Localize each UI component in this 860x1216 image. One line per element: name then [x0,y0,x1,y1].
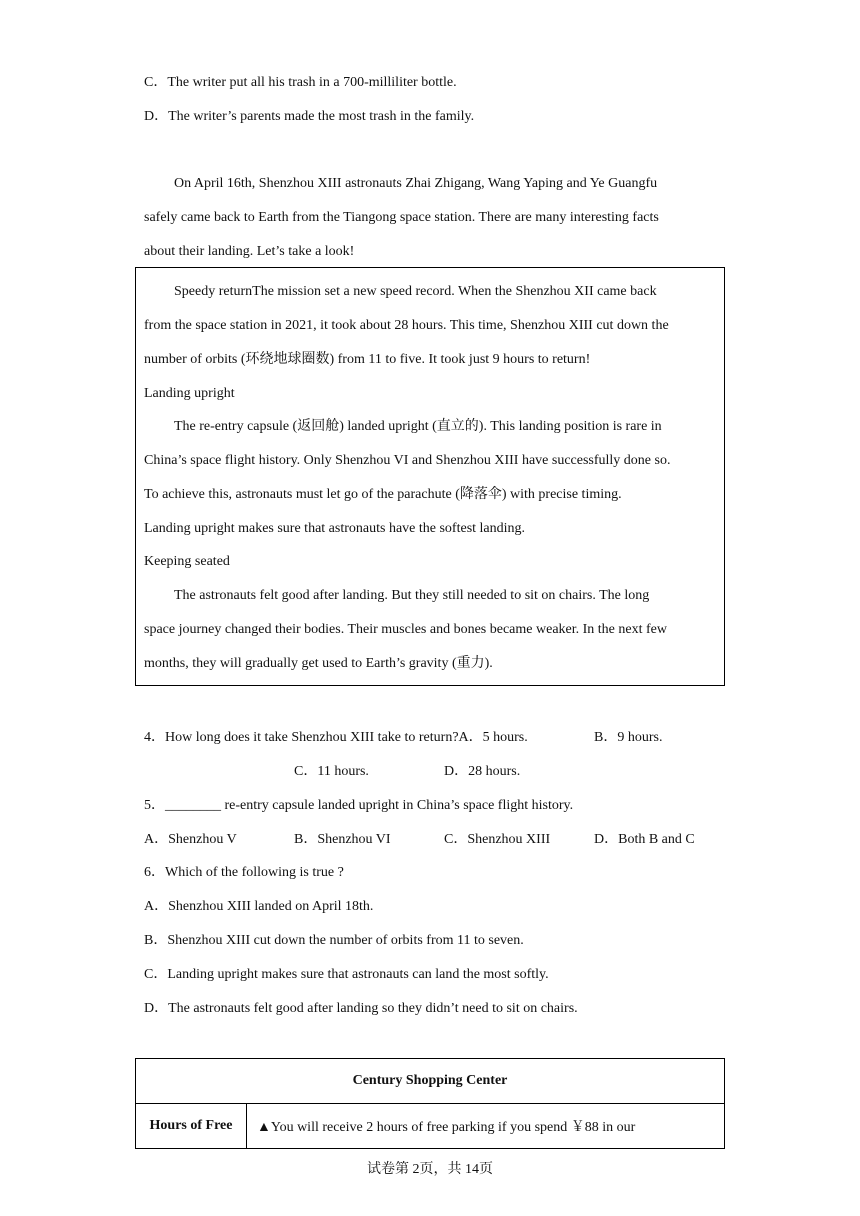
section-heading-keeping-seated: Keeping seated [144,554,230,569]
landing-upright-line: Landing upright makes sure that astronauts have the softest landing. [144,521,526,536]
speedy-return-line: number of orbits (环绕地球圈数) from 11 to five. It took just 9 hours to return! [144,352,591,367]
keeping-seated-line: The astronauts felt good after landing. But they still needed to sit on chairs. The long [174,588,650,603]
keeping-seated-line: months, they will gradually get used to Earth’s gravity (重力). [144,656,493,671]
question-5-option-a: A．Shenzhou V [144,832,237,847]
question-4-option-d: D．28 hours. [444,764,521,779]
page-footer: 试卷第 2页，共 14页 [367,1162,493,1177]
table-title: Century Shopping Center [136,1059,725,1104]
question-5-option-d: D．Both B and C [594,832,695,847]
intro-line: about their landing. Let’s take a look! [144,244,355,259]
prev-option-d: D．The writer’s parents made the most trash in the family. [144,109,475,124]
section-heading-landing-upright: Landing upright [144,386,235,401]
keeping-seated-line: space journey changed their bodies. Their muscles and bones became weaker. In the next few [144,622,667,637]
landing-upright-line: China’s space flight history. Only Shenzhou VI and Shenzhou XIII have successfully done so. [144,453,671,468]
question-5-option-c: C．Shenzhou XIII [444,832,551,847]
question-5-stem: 5．________ re-entry capsule landed upright in China’s space flight history. [144,798,574,813]
landing-upright-line: To achieve this, astronauts must let go of the parachute (降落伞) with precise timing. [144,487,622,502]
speedy-return-line: Speedy returnThe mission set a new speed record. When the Shenzhou XII came back [174,284,657,299]
prev-option-c: C．The writer put all his trash in a 700-milliliter bottle. [144,75,457,90]
table-row-text: ▲You will receive 2 hours of free parking if you spend ￥88 in our [247,1104,725,1149]
question-6-stem: 6．Which of the following is true ? [144,865,344,880]
speedy-return-line: from the space station in 2021, it took about 28 hours. This time, Shenzhou XIII cut down the [144,318,669,333]
shopping-center-table [135,1058,725,1149]
intro-line: On April 16th, Shenzhou XIII astronauts Zhai Zhigang, Wang Yaping and Ye Guangfu [174,176,658,191]
question-5-option-b: B．Shenzhou VI [294,832,391,847]
table-row-label: Hours of Free [136,1104,247,1149]
question-4-stem: 4．How long does it take Shenzhou XIII take to return?A．5 hours. [144,730,528,745]
question-6-option-a: A．Shenzhou XIII landed on April 18th. [144,899,374,914]
question-4-option-c: C．11 hours. [294,764,369,779]
question-6-option-d: D．The astronauts felt good after landing so they didn’t need to sit on chairs. [144,1001,578,1016]
question-4-option-b: B．9 hours. [594,730,663,745]
intro-line: safely came back to Earth from the Tiangong space station. There are many interesting facts [144,210,659,225]
question-6-option-c: C．Landing upright makes sure that astronauts can land the most softly. [144,967,549,982]
question-6-option-b: B．Shenzhou XIII cut down the number of orbits from 11 to seven. [144,933,524,948]
landing-upright-line: The re-entry capsule (返回舱) landed upright (直立的). This landing position is rare in [174,419,662,434]
